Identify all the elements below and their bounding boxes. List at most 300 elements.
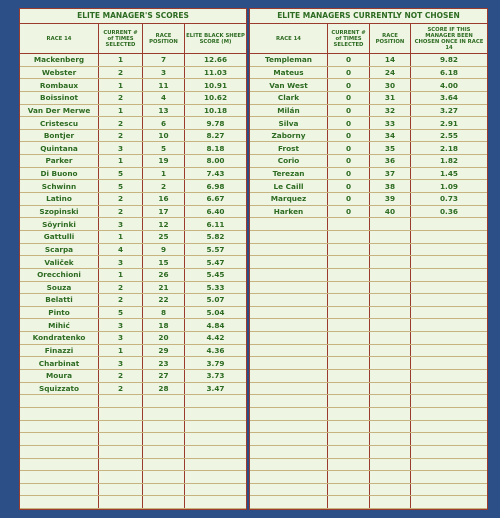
times-selected-cell	[328, 370, 370, 382]
manager-name-cell: Bontjer	[20, 130, 99, 142]
race-position-cell: 28	[143, 383, 185, 395]
table-row	[250, 79, 487, 92]
race-position-cell: 20	[143, 332, 185, 344]
table-row	[250, 180, 487, 193]
empty-row	[20, 459, 246, 472]
empty-row	[250, 370, 487, 383]
score-cell	[411, 218, 487, 230]
score-cell	[411, 370, 487, 382]
times-selected-cell: 0	[328, 67, 370, 79]
manager-name-cell	[20, 395, 99, 407]
race-position-cell	[370, 383, 411, 395]
header-race-position: RACE POSITION	[143, 24, 185, 53]
manager-name-cell: Moura	[20, 370, 99, 382]
times-selected-cell	[328, 282, 370, 294]
manager-name-cell	[250, 433, 328, 445]
manager-name-cell: Corio	[250, 155, 328, 167]
table-row	[20, 193, 246, 206]
left-scores-table	[20, 24, 246, 509]
table-row	[20, 307, 246, 320]
score-cell	[411, 459, 487, 471]
score-cell	[185, 471, 246, 483]
race-position-cell: 12	[143, 218, 185, 230]
score-cell: 8.00	[206, 156, 225, 166]
race-position-cell: 19	[143, 155, 185, 167]
manager-name-cell	[20, 433, 99, 445]
race-position-cell: 24	[370, 67, 411, 79]
score-cell	[411, 244, 487, 256]
manager-name-cell: Schwinn	[20, 180, 99, 192]
race-position-cell: 38	[370, 180, 411, 192]
race-position-cell	[143, 459, 185, 471]
race-position-cell	[370, 256, 411, 268]
race-position-cell	[370, 433, 411, 445]
score-cell: 4.42	[206, 333, 225, 343]
score-cell	[185, 459, 246, 471]
empty-row	[20, 484, 246, 497]
manager-name-cell	[250, 370, 328, 382]
empty-row	[250, 218, 487, 231]
times-selected-cell: 2	[99, 294, 143, 306]
times-selected-cell: 0	[328, 130, 370, 142]
times-selected-cell: 2	[99, 92, 143, 104]
score-cell: 5.57	[206, 244, 225, 254]
table-row	[20, 105, 246, 118]
manager-name-cell: Terezan	[250, 168, 328, 180]
manager-name-cell	[20, 471, 99, 483]
header-race: RACE 14	[20, 24, 99, 53]
race-position-cell	[143, 471, 185, 483]
manager-name-cell: Souza	[20, 282, 99, 294]
empty-row	[20, 496, 246, 509]
race-position-cell	[370, 421, 411, 433]
table-row	[20, 383, 246, 396]
race-position-cell: 3	[143, 67, 185, 79]
score-cell	[185, 408, 246, 420]
manager-name-cell: Marquez	[250, 193, 328, 205]
race-position-cell	[370, 294, 411, 306]
manager-name-cell	[250, 395, 328, 407]
score-cell	[185, 484, 246, 496]
race-position-cell	[370, 319, 411, 331]
manager-name-cell	[250, 307, 328, 319]
score-cell: 3.73	[206, 371, 225, 381]
table-row	[20, 294, 246, 307]
manager-name-cell: Silva	[250, 117, 328, 129]
race-position-cell	[370, 471, 411, 483]
score-cell: 7.43	[206, 169, 225, 179]
score-cell: 9.78	[206, 118, 225, 128]
manager-name-cell: Harken	[250, 206, 328, 218]
race-position-cell: 27	[143, 370, 185, 382]
times-selected-cell	[99, 446, 143, 458]
score-cell: 11.03	[203, 67, 228, 77]
empty-row	[250, 484, 487, 497]
table-row	[250, 168, 487, 181]
header-race-position: RACE POSITION	[370, 24, 411, 53]
score-cell: 6.11	[206, 219, 225, 229]
header-score: ELITE BLACK SHEEP SCORE (M)	[186, 32, 245, 45]
times-selected-cell	[328, 244, 370, 256]
score-cell: 2.91	[439, 118, 458, 128]
times-selected-cell: 2	[99, 383, 143, 395]
empty-row	[250, 332, 487, 345]
manager-name-cell	[250, 256, 328, 268]
race-position-cell	[370, 496, 411, 508]
race-position-cell: 25	[143, 231, 185, 243]
manager-name-cell	[250, 446, 328, 458]
header-times-selected: CURRENT # of TIMES SELECTED	[99, 24, 143, 53]
score-cell: 3.47	[206, 383, 225, 393]
table-row	[20, 130, 246, 143]
table-row	[20, 370, 246, 383]
score-cell: 2.18	[439, 143, 458, 153]
manager-name-cell: Cristescu	[20, 117, 99, 129]
race-position-cell	[370, 408, 411, 420]
times-selected-cell	[328, 395, 370, 407]
manager-name-cell: Parker	[20, 155, 99, 167]
score-cell: 5.82	[206, 232, 225, 242]
race-position-cell: 17	[143, 206, 185, 218]
empty-row	[250, 459, 487, 472]
table-row	[20, 142, 246, 155]
score-cell: 5.04	[206, 308, 225, 318]
table-row	[20, 332, 246, 345]
empty-row	[250, 294, 487, 307]
score-cell: 2.55	[439, 131, 458, 141]
manager-name-cell	[250, 319, 328, 331]
score-cell: 6.40	[206, 207, 225, 216]
race-position-cell: 39	[370, 193, 411, 205]
race-position-cell: 13	[143, 105, 185, 117]
manager-name-cell: Kondratenko	[20, 332, 99, 344]
score-cell: 1.82	[439, 156, 458, 166]
times-selected-cell	[328, 307, 370, 319]
manager-name-cell: Orecchioni	[20, 269, 99, 281]
race-position-cell	[143, 408, 185, 420]
manager-name-cell: Boissinot	[20, 92, 99, 104]
times-selected-cell	[328, 231, 370, 243]
empty-row	[20, 395, 246, 408]
race-position-cell	[370, 244, 411, 256]
times-selected-cell: 2	[99, 206, 143, 218]
manager-name-cell: Zaborny	[250, 130, 328, 142]
race-position-cell: 40	[370, 206, 411, 218]
score-cell: 4.00	[439, 80, 458, 90]
table-row	[20, 155, 246, 168]
race-position-cell	[370, 484, 411, 496]
race-position-cell: 26	[143, 269, 185, 281]
table-row	[250, 105, 487, 118]
score-cell: 10.91	[203, 80, 228, 90]
manager-name-cell: Mackenberg	[20, 54, 99, 66]
empty-row	[250, 345, 487, 358]
right-scores-table	[250, 24, 487, 509]
race-position-cell: 22	[143, 294, 185, 306]
empty-row	[20, 408, 246, 421]
times-selected-cell: 3	[99, 142, 143, 154]
manager-name-cell: Di Buono	[20, 168, 99, 180]
score-cell: 8.18	[206, 143, 225, 153]
manager-name-cell	[250, 231, 328, 243]
race-position-cell: 30	[370, 79, 411, 91]
manager-name-cell	[250, 383, 328, 395]
score-cell: 3.64	[439, 93, 458, 103]
race-position-cell: 15	[143, 256, 185, 268]
race-position-cell: 6	[143, 117, 185, 129]
times-selected-cell	[328, 357, 370, 369]
header-times-selected: CURRENT # of TIMES SELECTED	[328, 24, 370, 53]
score-cell	[411, 446, 487, 458]
manager-name-cell: Valiček	[20, 256, 99, 268]
race-position-cell	[370, 370, 411, 382]
race-position-cell: 36	[370, 155, 411, 167]
race-position-cell	[370, 231, 411, 243]
manager-name-cell	[250, 421, 328, 433]
manager-name-cell	[20, 496, 99, 508]
manager-name-cell: Frost	[250, 142, 328, 154]
manager-name-cell: Quintana	[20, 142, 99, 154]
times-selected-cell	[328, 496, 370, 508]
score-cell	[411, 421, 487, 433]
times-selected-cell: 2	[99, 117, 143, 129]
table-row	[20, 180, 246, 193]
table-row	[20, 357, 246, 370]
manager-name-cell	[250, 471, 328, 483]
times-selected-cell: 0	[328, 92, 370, 104]
race-position-cell: 35	[370, 142, 411, 154]
manager-name-cell	[20, 484, 99, 496]
manager-name-cell: Gattulli	[20, 231, 99, 243]
manager-name-cell: Milán	[250, 105, 328, 117]
manager-name-cell: Scarpa	[20, 244, 99, 256]
score-cell: 1.45	[439, 169, 458, 179]
manager-name-cell: Charbinat	[20, 357, 99, 369]
score-cell	[411, 471, 487, 483]
times-selected-cell	[328, 218, 370, 230]
score-cell: 0.36	[439, 207, 458, 216]
score-cell	[185, 433, 246, 445]
manager-name-cell: Van West	[250, 79, 328, 91]
times-selected-cell: 0	[328, 206, 370, 218]
table-row	[250, 92, 487, 105]
times-selected-cell	[328, 471, 370, 483]
table-row	[20, 54, 246, 67]
times-selected-cell	[99, 459, 143, 471]
score-cell: 8.27	[206, 131, 225, 141]
race-position-cell	[370, 345, 411, 357]
empty-row	[250, 433, 487, 446]
times-selected-cell: 1	[99, 231, 143, 243]
times-selected-cell	[328, 332, 370, 344]
race-position-cell	[370, 307, 411, 319]
times-selected-cell: 0	[328, 155, 370, 167]
times-selected-cell: 2	[99, 67, 143, 79]
times-selected-cell	[328, 294, 370, 306]
times-selected-cell	[99, 496, 143, 508]
score-cell	[411, 395, 487, 407]
manager-name-cell: Latino	[20, 193, 99, 205]
manager-name-cell: Finazzi	[20, 345, 99, 357]
times-selected-cell: 1	[99, 345, 143, 357]
table-row	[250, 206, 487, 219]
manager-name-cell: Van Der Merwe	[20, 105, 99, 117]
empty-row	[20, 471, 246, 484]
table-row	[20, 67, 246, 80]
score-cell	[411, 383, 487, 395]
score-cell: 9.82	[439, 55, 458, 65]
manager-name-cell	[250, 408, 328, 420]
manager-name-cell	[250, 269, 328, 281]
empty-row	[250, 383, 487, 396]
race-position-cell	[143, 421, 185, 433]
table-row	[20, 282, 246, 295]
race-position-cell	[143, 446, 185, 458]
empty-row	[250, 395, 487, 408]
race-position-cell	[370, 459, 411, 471]
times-selected-cell: 1	[99, 54, 143, 66]
manager-name-cell: Pinto	[20, 307, 99, 319]
manager-name-cell: Webster	[20, 67, 99, 79]
times-selected-cell: 2	[99, 282, 143, 294]
times-selected-cell	[328, 383, 370, 395]
manager-name-cell: Rombaux	[20, 79, 99, 91]
race-position-cell: 11	[143, 79, 185, 91]
table-row	[250, 67, 487, 80]
race-position-cell: 23	[143, 357, 185, 369]
empty-row	[20, 433, 246, 446]
score-cell	[411, 357, 487, 369]
race-position-cell	[143, 496, 185, 508]
header-hypothetical-score: SCORE IF THIS MANAGER BEEN CHOSEN ONCE IN RACE 14	[414, 26, 484, 51]
manager-name-cell: Templeman	[250, 54, 328, 66]
score-cell: 4.36	[206, 346, 225, 356]
times-selected-cell	[328, 433, 370, 445]
times-selected-cell	[99, 433, 143, 445]
manager-name-cell	[250, 282, 328, 294]
times-selected-cell: 0	[328, 117, 370, 129]
manager-name-cell	[250, 294, 328, 306]
score-cell	[185, 496, 246, 508]
times-selected-cell: 0	[328, 79, 370, 91]
times-selected-cell	[328, 459, 370, 471]
manager-name-cell: Squizzato	[20, 383, 99, 395]
times-selected-cell: 1	[99, 269, 143, 281]
times-selected-cell: 5	[99, 307, 143, 319]
times-selected-cell	[328, 269, 370, 281]
times-selected-cell: 0	[328, 168, 370, 180]
race-position-cell: 33	[370, 117, 411, 129]
right-panel-title: ELITE MANAGERS CURRENTLY NOT CHOSEN	[250, 9, 487, 24]
race-position-cell: 7	[143, 54, 185, 66]
manager-name-cell: Szopinski	[20, 206, 99, 218]
times-selected-cell	[328, 319, 370, 331]
manager-name-cell	[250, 357, 328, 369]
race-position-cell: 4	[143, 92, 185, 104]
manager-name-cell	[20, 446, 99, 458]
score-cell: 5.45	[206, 270, 225, 280]
empty-row	[20, 446, 246, 459]
manager-name-cell	[250, 218, 328, 230]
empty-row	[250, 231, 487, 244]
race-position-cell: 29	[143, 345, 185, 357]
times-selected-cell	[328, 408, 370, 420]
score-cell: 0.73	[439, 194, 458, 204]
table-row	[20, 168, 246, 181]
times-selected-cell: 2	[99, 130, 143, 142]
score-cell: 1.09	[439, 181, 458, 191]
table-row	[250, 117, 487, 130]
times-selected-cell	[328, 484, 370, 496]
times-selected-cell	[328, 256, 370, 268]
empty-row	[250, 307, 487, 320]
manager-name-cell	[250, 496, 328, 508]
times-selected-cell	[328, 421, 370, 433]
times-selected-cell	[99, 395, 143, 407]
table-row	[20, 256, 246, 269]
manager-name-cell: Mateus	[250, 67, 328, 79]
manager-name-cell	[250, 244, 328, 256]
score-cell: 3.27	[439, 105, 458, 115]
table-row	[20, 345, 246, 358]
manager-name-cell: Le Caill	[250, 180, 328, 192]
race-position-cell: 18	[143, 319, 185, 331]
times-selected-cell	[99, 471, 143, 483]
race-position-cell: 5	[143, 142, 185, 154]
race-position-cell: 8	[143, 307, 185, 319]
race-position-cell: 2	[143, 180, 185, 192]
times-selected-cell: 3	[99, 319, 143, 331]
empty-row	[20, 421, 246, 434]
table-row	[20, 231, 246, 244]
race-position-cell: 1	[143, 168, 185, 180]
times-selected-cell	[328, 345, 370, 357]
score-cell: 6.67	[206, 194, 225, 204]
times-selected-cell: 3	[99, 332, 143, 344]
times-selected-cell	[99, 484, 143, 496]
empty-row	[250, 496, 487, 509]
race-position-cell: 16	[143, 193, 185, 205]
race-position-cell	[370, 446, 411, 458]
not-chosen-managers-panel	[249, 8, 488, 510]
left-panel-title: ELITE MANAGER'S SCORES	[20, 9, 246, 24]
manager-name-cell: Mihić	[20, 319, 99, 331]
race-position-cell	[143, 484, 185, 496]
score-cell	[411, 484, 487, 496]
score-cell	[411, 269, 487, 281]
race-position-cell: 10	[143, 130, 185, 142]
manager-name-cell	[250, 345, 328, 357]
race-position-cell	[370, 357, 411, 369]
score-cell	[411, 408, 487, 420]
times-selected-cell: 0	[328, 180, 370, 192]
empty-row	[250, 446, 487, 459]
table-row	[20, 218, 246, 231]
race-position-cell: 34	[370, 130, 411, 142]
score-cell: 5.07	[206, 295, 225, 305]
times-selected-cell: 0	[328, 54, 370, 66]
times-selected-cell: 0	[328, 105, 370, 117]
empty-row	[250, 269, 487, 282]
manager-name-cell	[20, 408, 99, 420]
table-row	[250, 142, 487, 155]
score-cell	[411, 319, 487, 331]
empty-row	[250, 408, 487, 421]
right-table-header	[250, 24, 487, 54]
times-selected-cell: 0	[328, 142, 370, 154]
table-row	[250, 155, 487, 168]
table-row	[250, 54, 487, 67]
